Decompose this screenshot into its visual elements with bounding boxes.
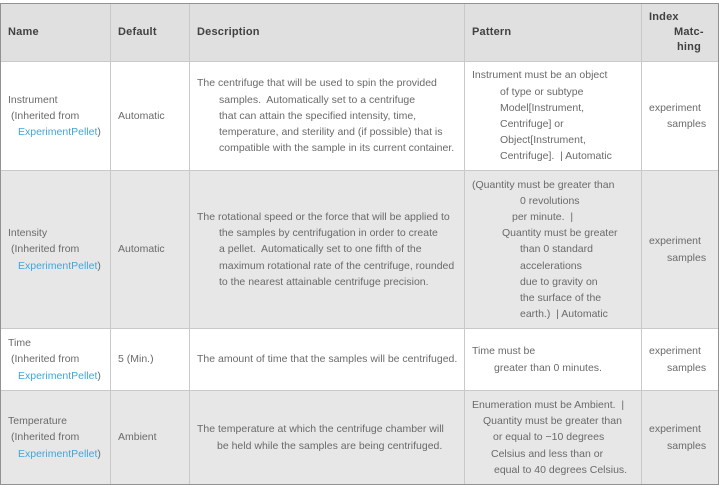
pattern-text-line: than 0 standard [520, 243, 593, 256]
description-text-line: that can attain the specified intensity, time, [219, 109, 417, 122]
pattern-text-line: equal to 40 degrees Celsius. [494, 463, 628, 476]
description-text-line: The temperature at which the centrifuge chamber will [197, 423, 444, 436]
name-text-line: Time [8, 337, 31, 350]
name-text-line: Instrument [8, 93, 58, 106]
pattern-text-line: Instrument must be an object [472, 69, 608, 82]
pattern-text-line: greater than 0 minutes. [494, 361, 602, 374]
name-text-line: Intensity [8, 227, 48, 240]
pattern-text-line: Model[Instrument, [500, 101, 585, 114]
default-text-line: Automatic [118, 109, 165, 122]
pattern-text-line: accelerations [520, 259, 582, 272]
default-text-line: 5 (Min.) [118, 353, 154, 366]
pattern-text-line: of type or subtype [500, 85, 584, 98]
cell-time-index [642, 329, 718, 391]
description-text-line: maximum rotational rate of the centrifuge, rounded [219, 259, 455, 272]
index-text-line: experiment [649, 235, 701, 248]
cell-instrument-index [642, 62, 718, 171]
column-header-default [111, 4, 190, 62]
cell-intensity-index [642, 171, 718, 329]
description-text-line: a pellet. Automatically set to one fifth of the [219, 243, 422, 256]
pattern-text-line: per minute. | [512, 210, 574, 223]
pattern-text-line: Centrifuge]. | Automatic [500, 150, 612, 163]
index-matching-text-line: Index [649, 11, 679, 23]
index-matching-text-line: hing [677, 41, 702, 53]
link-suffix: ) [97, 447, 101, 460]
description-text-line: samples. Automatically set to a centrifuge [219, 93, 416, 106]
cell-temperature-pattern [465, 391, 642, 484]
documentation-options-table [0, 3, 719, 485]
cell-time-pattern [465, 329, 642, 391]
inherited-from-line [8, 124, 107, 140]
name-text-line: (Inherited from [11, 431, 80, 444]
pattern-text-line: 0 revolutions [520, 194, 580, 207]
index-text-line: experiment [649, 101, 701, 114]
index-text-line: samples [667, 118, 707, 130]
index-text-line: samples [667, 439, 707, 452]
description-text-line: The rotational speed or the force that will be applied to [197, 210, 450, 223]
description-text-line: compatible with the sample in its current container. [219, 142, 455, 155]
cell-instrument-pattern [465, 62, 642, 171]
index-text-line: samples [667, 251, 707, 264]
description-text-line: be held while the samples are being centrifuged. [217, 439, 443, 452]
cell-time-description [190, 329, 465, 391]
pattern-text-line: Centrifuge] or [500, 118, 564, 130]
cell-time-name [1, 329, 111, 391]
cell-intensity-description [190, 171, 465, 329]
name-text-line: (Inherited from [11, 243, 80, 256]
pattern-text-line: the surface of the [520, 292, 602, 304]
cell-temperature-index [642, 391, 718, 484]
pattern-text-line: Enumeration must be Ambient. | [472, 398, 625, 411]
cell-temperature-name [1, 391, 111, 484]
pattern-text-line: Pattern [472, 26, 512, 38]
experiment-pellet-link[interactable]: ExperimentPellet [18, 369, 98, 382]
default-text-line: Ambient [118, 431, 157, 444]
inherited-from-line [8, 446, 107, 462]
description-text-line: Description [197, 26, 260, 38]
description-text-line: The centrifuge that will be used to spin the provided [197, 77, 437, 90]
column-header-name [1, 4, 111, 62]
default-text-line: Default [118, 26, 157, 38]
pattern-text-line: or equal to −10 degrees [493, 431, 605, 444]
description-text-line: to the nearest attainable centrifuge precision. [219, 275, 429, 288]
experiment-pellet-link[interactable]: ExperimentPellet [18, 126, 98, 139]
pattern-text-line: Quantity must be greater [502, 227, 618, 240]
cell-time-default [111, 329, 190, 391]
description-text-line: temperature, and sterility and (if possible) that is [219, 126, 443, 139]
cell-instrument-default [111, 62, 190, 171]
inherited-from-line [8, 258, 107, 274]
name-text-line: Temperature [8, 415, 67, 428]
cell-intensity-default [111, 171, 190, 329]
index-text-line: experiment [649, 423, 701, 436]
column-header-pattern [465, 4, 642, 62]
pattern-text-line: (Quantity must be greater than [472, 178, 615, 191]
pattern-text-line: Quantity must be greater than [483, 415, 622, 428]
link-suffix: ) [97, 369, 101, 382]
pattern-text-line: Object[Instrument, [500, 134, 586, 147]
experiment-pellet-link[interactable]: ExperimentPellet [18, 447, 98, 460]
index-text-line: experiment [649, 345, 701, 358]
cell-intensity-name [1, 171, 111, 329]
column-header-index-matching [642, 4, 718, 62]
experiment-pellet-link[interactable]: ExperimentPellet [18, 259, 98, 272]
default-text-line: Automatic [118, 243, 165, 256]
cell-intensity-pattern [465, 171, 642, 329]
pattern-text-line: Celsius and less than or [491, 447, 604, 460]
cell-temperature-description [190, 391, 465, 484]
cell-temperature-default [111, 391, 190, 484]
pattern-text-line: due to gravity on [520, 275, 598, 288]
column-header-description [190, 4, 465, 62]
cell-instrument-name [1, 62, 111, 171]
link-suffix: ) [97, 126, 101, 139]
cell-instrument-description [190, 62, 465, 171]
description-text-line: The amount of time that the samples will be centrifuged. [197, 353, 458, 366]
name-text-line: Name [8, 26, 39, 38]
index-matching-text-line: Matc- [674, 26, 704, 38]
pattern-text-line: earth.) | Automatic [520, 308, 608, 321]
name-text-line: (Inherited from [11, 353, 80, 366]
description-text-line: the samples by centrifugation in order to create [219, 227, 438, 240]
link-suffix: ) [97, 259, 101, 272]
pattern-text-line: Time must be [472, 345, 536, 358]
index-text-line: samples [667, 361, 707, 374]
name-text-line: (Inherited from [11, 109, 80, 122]
inherited-from-line [8, 368, 107, 384]
